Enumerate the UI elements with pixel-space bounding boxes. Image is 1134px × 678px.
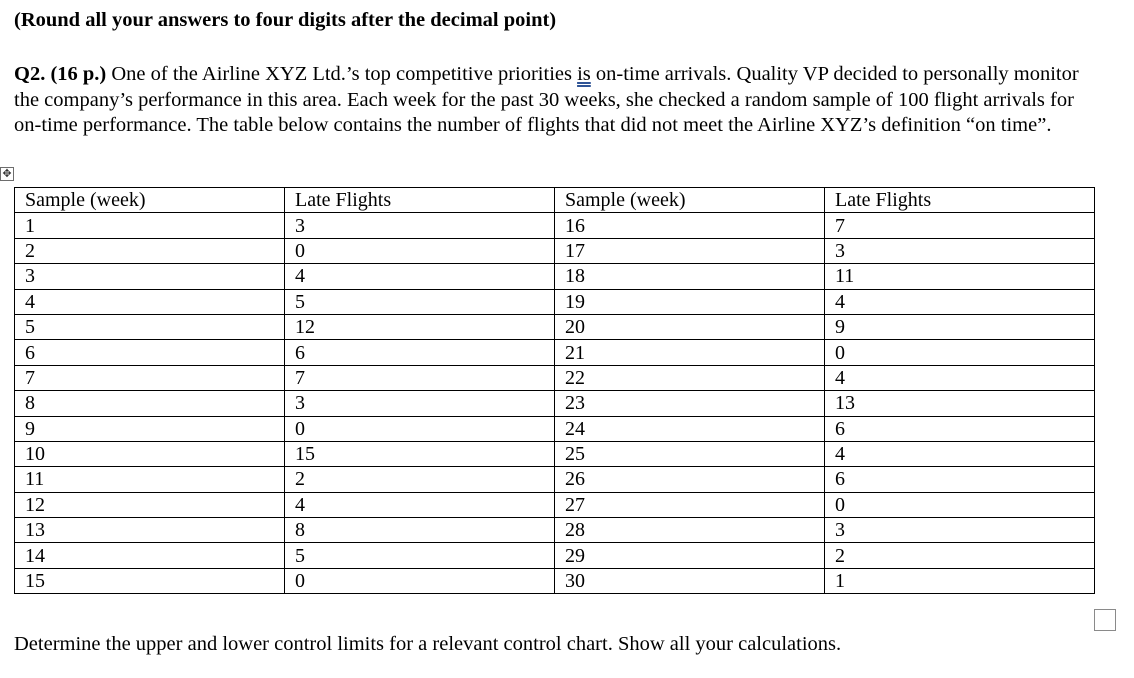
sample-week-cell[interactable]: 9 — [15, 416, 285, 441]
sample-week-cell[interactable]: 2 — [15, 238, 285, 263]
question-underlined-word: is — [577, 63, 591, 85]
late-flights-cell[interactable]: 3 — [285, 391, 555, 416]
sample-week-cell[interactable]: 26 — [555, 467, 825, 492]
sample-week-cell[interactable]: 5 — [15, 314, 285, 339]
late-flights-cell[interactable]: 7 — [825, 213, 1095, 238]
late-flights-cell[interactable]: 6 — [825, 416, 1095, 441]
late-flights-cell[interactable]: 1 — [825, 568, 1095, 593]
table-row — [15, 543, 1095, 568]
sample-week-cell[interactable]: 27 — [555, 492, 825, 517]
late-flights-cell[interactable]: 12 — [285, 314, 555, 339]
late-flights-cell[interactable]: 0 — [285, 238, 555, 263]
late-flights-cell[interactable]: 7 — [285, 365, 555, 390]
late-flights-cell[interactable]: 4 — [285, 492, 555, 517]
footer-instruction: Determine the upper and lower control limits for a relevant control chart. Show all your calculations. — [14, 633, 842, 655]
late-flights-cell[interactable]: 3 — [285, 213, 555, 238]
late-flights-cell[interactable]: 4 — [285, 264, 555, 289]
sample-week-cell[interactable]: 10 — [15, 441, 285, 466]
sample-week-cell[interactable]: 20 — [555, 314, 825, 339]
late-flights-cell[interactable]: 8 — [285, 518, 555, 543]
table-row — [15, 568, 1095, 593]
sample-week-cell[interactable]: 16 — [555, 213, 825, 238]
late-flights-cell[interactable]: 4 — [825, 441, 1095, 466]
late-flights-cell[interactable]: 0 — [825, 340, 1095, 365]
table-row — [15, 340, 1095, 365]
sample-week-cell[interactable]: 14 — [15, 543, 285, 568]
sample-week-cell[interactable]: 18 — [555, 264, 825, 289]
late-flights-cell[interactable]: 6 — [825, 467, 1095, 492]
late-flights-cell[interactable]: 5 — [285, 289, 555, 314]
sample-week-cell[interactable]: 17 — [555, 238, 825, 263]
header-late-flights-1[interactable]: Late Flights — [285, 188, 555, 213]
table-row — [15, 441, 1095, 466]
header-late-flights-2[interactable]: Late Flights — [825, 188, 1095, 213]
late-flights-cell[interactable]: 5 — [285, 543, 555, 568]
table-row — [15, 365, 1095, 390]
sample-week-cell[interactable]: 6 — [15, 340, 285, 365]
sample-week-cell[interactable]: 21 — [555, 340, 825, 365]
late-flights-cell[interactable]: 15 — [285, 441, 555, 466]
late-flights-cell[interactable]: 4 — [825, 289, 1095, 314]
sample-week-cell[interactable]: 15 — [15, 568, 285, 593]
late-flights-cell[interactable]: 11 — [825, 264, 1095, 289]
sample-week-cell[interactable]: 19 — [555, 289, 825, 314]
table-move-handle-icon[interactable]: ✥ — [0, 167, 14, 181]
late-flights-cell[interactable]: 3 — [825, 518, 1095, 543]
question-label: Q2. (16 p.) — [14, 63, 107, 85]
late-flights-cell[interactable]: 0 — [285, 568, 555, 593]
sample-week-cell[interactable]: 29 — [555, 543, 825, 568]
header-sample-week-1[interactable]: Sample (week) — [15, 188, 285, 213]
sample-week-cell[interactable]: 12 — [15, 492, 285, 517]
question-paragraph — [14, 62, 1104, 139]
sample-week-cell[interactable]: 28 — [555, 518, 825, 543]
late-flights-cell[interactable]: 2 — [825, 543, 1095, 568]
heading: (Round all your answers to four digits after the decimal point) — [14, 9, 557, 31]
late-flights-table — [14, 187, 1095, 594]
late-flights-cell[interactable]: 4 — [825, 365, 1095, 390]
sample-week-cell[interactable]: 13 — [15, 518, 285, 543]
late-flights-cell[interactable]: 13 — [825, 391, 1095, 416]
table-resize-handle-icon[interactable] — [1094, 609, 1116, 631]
sample-week-cell[interactable]: 11 — [15, 467, 285, 492]
table-row — [15, 467, 1095, 492]
late-flights-cell[interactable]: 9 — [825, 314, 1095, 339]
table-row — [15, 264, 1095, 289]
sample-week-cell[interactable]: 22 — [555, 365, 825, 390]
table-row — [15, 314, 1095, 339]
table-row — [15, 391, 1095, 416]
late-flights-cell[interactable]: 3 — [825, 238, 1095, 263]
table-row — [15, 492, 1095, 517]
late-flights-cell[interactable]: 2 — [285, 467, 555, 492]
sample-week-cell[interactable]: 7 — [15, 365, 285, 390]
table-row — [15, 213, 1095, 238]
sample-week-cell[interactable]: 3 — [15, 264, 285, 289]
sample-week-cell[interactable]: 1 — [15, 213, 285, 238]
sample-week-cell[interactable]: 4 — [15, 289, 285, 314]
table-row — [15, 289, 1095, 314]
sample-week-cell[interactable]: 24 — [555, 416, 825, 441]
table-row — [15, 416, 1095, 441]
table-row — [15, 518, 1095, 543]
table-header-row — [15, 188, 1095, 213]
sample-week-cell[interactable]: 23 — [555, 391, 825, 416]
late-flights-cell[interactable]: 6 — [285, 340, 555, 365]
question-text-before: One of the Airline XYZ Ltd.’s top competitive priorities — [106, 63, 578, 85]
sample-week-cell[interactable]: 25 — [555, 441, 825, 466]
header-sample-week-2[interactable]: Sample (week) — [555, 188, 825, 213]
question-text-after: on-time arrivals. Quality VP decided to personally monitor the company’s performance in this area. Each week for the past 30 weeks, she checked a random sample of 100 flight arrivals for on-time performance. The table below contains the number of flights that did not meet the Airline XYZ’s definition “on time”. — [14, 63, 1079, 136]
table-row — [15, 238, 1095, 263]
sample-week-cell[interactable]: 30 — [555, 568, 825, 593]
late-flights-cell[interactable]: 0 — [285, 416, 555, 441]
late-flights-cell[interactable]: 0 — [825, 492, 1095, 517]
sample-week-cell[interactable]: 8 — [15, 391, 285, 416]
